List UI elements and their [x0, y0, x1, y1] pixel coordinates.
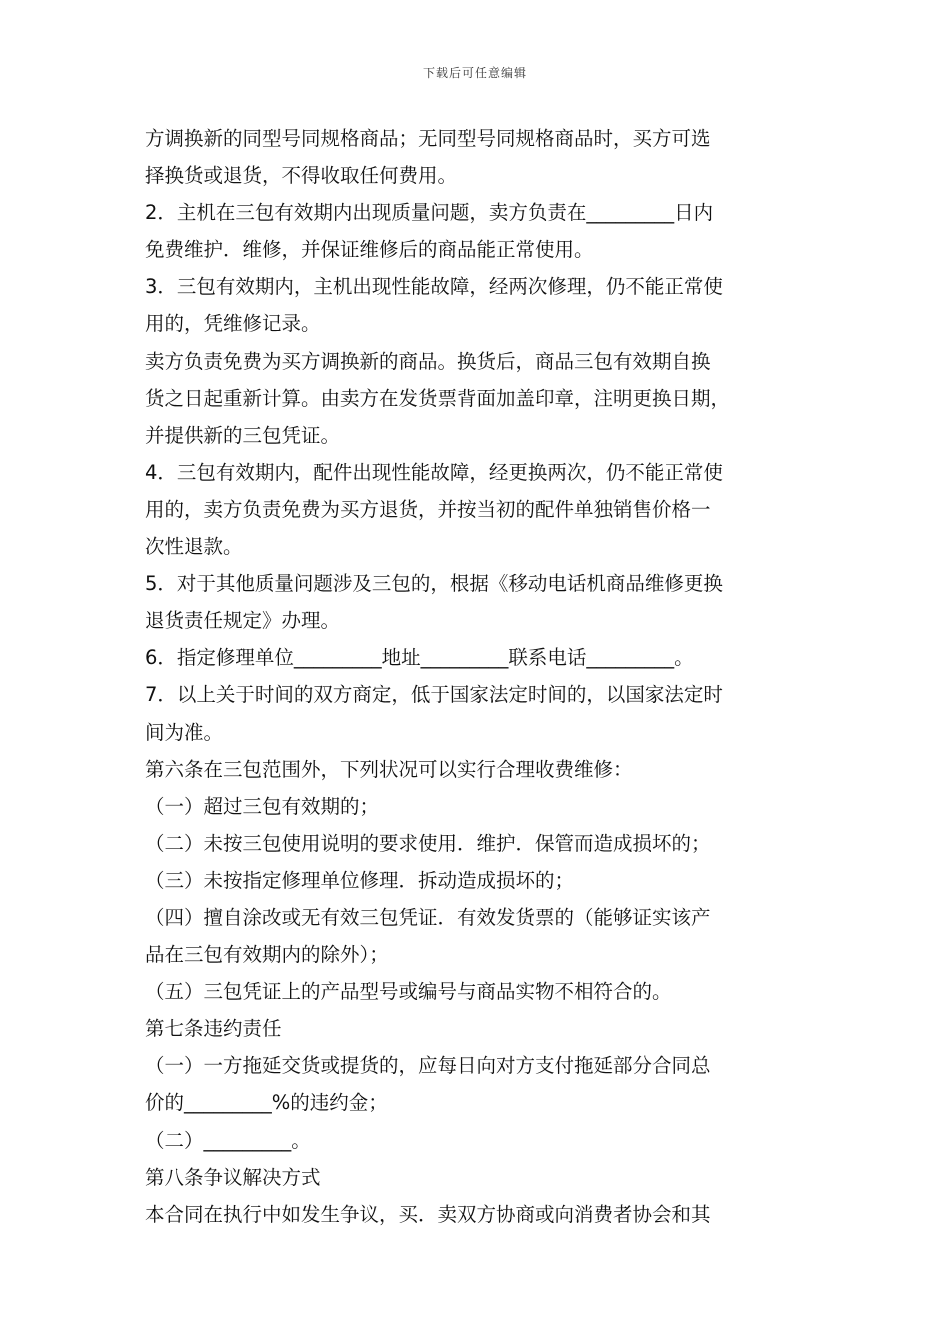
text-line: （五）三包凭证上的产品型号或编号与商品实物不相符合的。: [145, 980, 672, 1004]
text-line: 次性退款。: [145, 535, 243, 559]
text-line: （一）超过三包有效期的；: [145, 794, 380, 818]
text-line: （二）_________。: [145, 1128, 311, 1152]
text-line: 6．指定修理单位_________地址_________联系电话_________。: [145, 646, 694, 670]
text-line: 3．三包有效期内，主机出现性能故障，经两次修理，仍不能正常使: [145, 275, 723, 299]
text-line: 用的，凭维修记录。: [145, 312, 321, 336]
text-line: 并提供新的三包凭证。: [145, 423, 341, 447]
page-header: 下载后可任意编辑: [422, 66, 527, 80]
text-line: 4．三包有效期内，配件出现性能故障，经更换两次，仍不能正常使: [145, 460, 723, 484]
text-line: 用的，卖方负责免费为买方退货，并按当初的配件单独销售价格一: [145, 497, 711, 521]
text-line: 退货责任规定》办理。: [145, 609, 341, 633]
text-line: （三）未按指定修理单位修理．拆动造成损坏的；: [145, 868, 575, 892]
text-line: 品在三包有效期内的除外）；: [145, 943, 389, 967]
text-line: 7．以上关于时间的双方商定，低于国家法定时间的，以国家法定时: [145, 683, 723, 707]
text-line: 价的_________%的违约金；: [145, 1091, 388, 1115]
text-line: 择换货或退货，不得收取任何费用。: [145, 164, 458, 188]
text-line: （二）未按三包使用说明的要求使用．维护．保管而造成损坏的；: [145, 831, 711, 855]
text-line: 5．对于其他质量问题涉及三包的，根据《移动电话机商品维修更换: [145, 572, 723, 596]
text-line: （一）一方拖延交货或提货的，应每日向对方支付拖延部分合同总: [145, 1054, 711, 1078]
text-line: 卖方负责免费为买方调换新的商品。换货后，商品三包有效期自换: [145, 349, 711, 373]
text-line: 第七条违约责任: [145, 1017, 282, 1041]
text-line: 本合同在执行中如发生争议，买．卖双方协商或向消费者协会和其: [145, 1202, 711, 1226]
text-line: 2．主机在三包有效期内出现质量问题，卖方负责在_________日内: [145, 201, 714, 225]
text-line: 方调换新的同型号同规格商品；无同型号同规格商品时，买方可选: [145, 127, 711, 150]
text-line: 货之日起重新计算。由卖方在发货票背面加盖印章，注明更换日期，: [145, 386, 731, 410]
document-body: [145, 120, 825, 1233]
text-line: 第八条争议解决方式: [145, 1165, 321, 1189]
text-line: 间为准。: [145, 720, 224, 744]
text-line: （四）擅自涂改或无有效三包凭证．有效发货票的（能够证实该产: [145, 905, 711, 929]
text-line: 第六条在三包范围外，下列状况可以实行合理收费维修：: [145, 757, 633, 781]
text-line: 免费维护．维修，并保证维修后的商品能正常使用。: [145, 238, 594, 262]
